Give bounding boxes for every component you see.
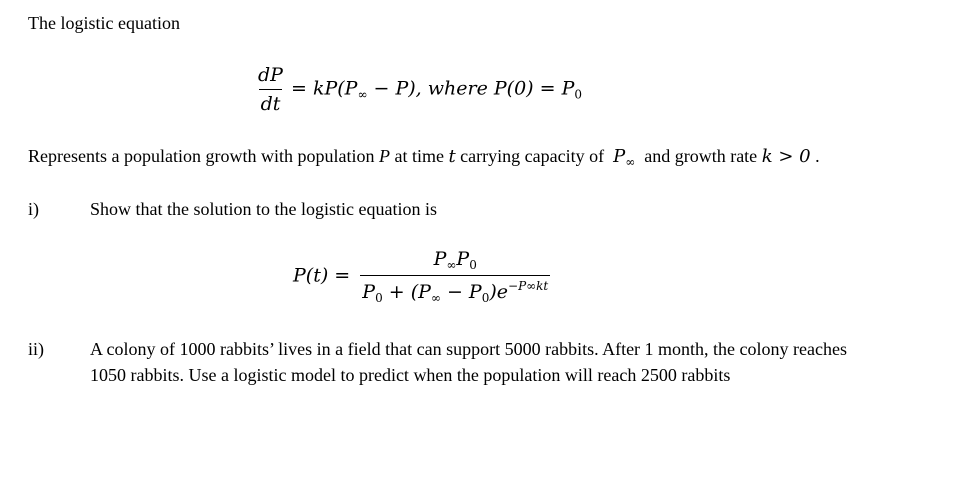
description-text-a: Represents a population growth with population [28,146,375,166]
denominator-zero-subscript-2: 0 [481,291,490,305]
description-text-d: and growth rate [644,146,758,166]
denominator-plus-term: + (P [382,281,431,303]
denominator-minus-term: − P [440,281,482,303]
derivative-fraction [256,64,285,115]
solution-denominator [360,275,550,305]
description-text-b: at time [394,146,444,166]
capacity-symbol: P [613,146,626,167]
description-line [28,146,820,169]
equation-rhs-a: = kP(P [291,77,358,100]
growth-rate-condition: k > 0 [761,146,811,167]
denominator-exponential-base: )e [489,281,509,303]
denominator-zero-subscript-1: 0 [375,291,383,305]
part-ii-line-2: 1050 rabbits. Use a logistic model to predict when the population will reach 2500 rabbits [90,365,731,385]
description-period: . [815,146,820,166]
denominator-dt: dt [260,93,281,115]
document-heading: The logistic equation [28,13,180,33]
solution-numerator [432,248,479,275]
solution-fraction [360,248,550,305]
part-i-text: Show that the solution to the logistic equation is [90,199,437,219]
capacity-infinity-subscript: ∞ [625,155,636,169]
part-ii-marker: ii) [28,339,44,359]
where-word: where [427,77,488,100]
equation-rhs-b: − P), [367,77,422,100]
numerator-zero-subscript: 0 [469,258,477,272]
denominator-infinity-subscript: ∞ [430,291,441,305]
denominator-p-zero: P [362,281,376,303]
numerator-p-inf: P [433,248,447,270]
logistic-differential-equation [256,64,582,115]
time-symbol: t [448,146,456,167]
solution-lhs: P(t) = [293,264,351,287]
infinity-subscript: ∞ [357,87,368,102]
part-i-marker: i) [28,199,39,219]
part-ii-line-1: A colony of 1000 rabbits’ lives in a field that can support 5000 rabbits. After 1 month, the colony reaches [90,339,847,359]
description-text-c: carrying capacity of [460,146,605,166]
numerator-p-zero: P [456,248,470,270]
exponent: −P∞kt [508,279,549,293]
initial-condition: P(0) = P [493,77,575,100]
numerator-infinity-subscript: ∞ [446,258,457,272]
numerator-dp: dP [258,64,283,86]
population-symbol: P [378,146,390,166]
logistic-solution-equation [293,248,550,305]
zero-subscript: 0 [574,87,583,102]
